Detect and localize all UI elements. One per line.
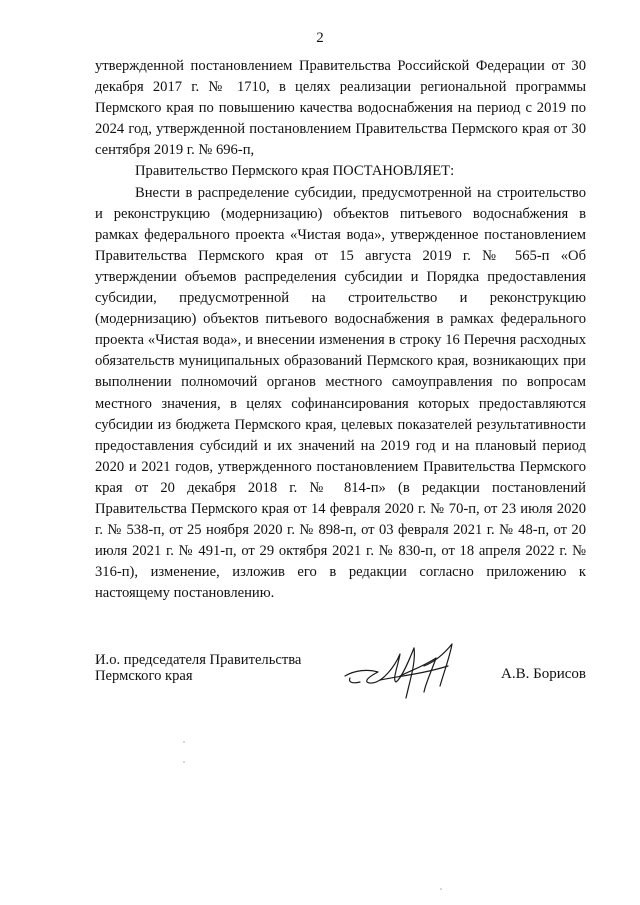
signer-title: И.о. председателя Правительства Пермского края xyxy=(95,652,302,684)
signature-block xyxy=(95,652,586,732)
paragraph-amendment: Внести в распределение субсидии, предусмотренной на строительство и реконструкцию (модернизацию) объектов питьевого водоснабжения в рамках федерального проекта «Чистая вода», утвержденное постановлением Правительства Пермского края от 15 августа 2019 г. № 565-п «Об утверждении объемов распределения субсидии и Порядка предоставления субсидии, предусмотренной на строительство и реконструкцию (модернизацию) объектов питьевого водоснабжения в рамках федерального проекта «Чистая вода», и внесении изменения в строку 16 Перечня расходных обязательств муниципальных образований Пермского края, возникающих при выполнении полномочий органов местного самоуправления по вопросам местного значения, в целях софинансирования которых предоставляются субсидии из бюджета Пермского края, целевых показателей результативности предоставления субсидий и их значений на 2019 год и на плановый период 2020 и 2021 годов, утвержденного постановлением Правительства Пермского края от 20 декабря 2018 г. № 814-п» (в редакции постановлений Правительства Пермского края от 14 февраля 2020 г. № 70-п, от 23 июля 2020 г. № 538-п, от 25 ноября 2020 г. № 898-п, от 03 февраля 2021 г. № 48-п, от 20 июля 2021 г. № 491-п, от 29 октября 2021 г. № 830-п, от 18 апреля 2022 г. № 316-п), изменение, изложив его в редакции согласно приложению к настоящему постановлению. xyxy=(95,184,586,602)
scan-speck xyxy=(183,761,185,763)
document-body xyxy=(95,56,586,604)
paragraph-resolves: Правительство Пермского края ПОСТАНОВЛЯЕТ: xyxy=(135,163,455,180)
page-number: 2 xyxy=(316,30,324,46)
scan-speck xyxy=(183,741,185,743)
signer-name: А.В. Борисов xyxy=(501,666,586,682)
scan-speck xyxy=(440,888,442,890)
paragraph-preamble: утвержденной постановлением Правительства Российской Федерации от 30 декабря 2017 г. № 1710, в целях реализации региональной программы Пермского края по повышению качества водоснабжения на период с 2019 по 2024 год, утвержденной постановлением Правительства Пермского края от 30 сентября 2019 г. № 696-п, xyxy=(95,58,586,159)
handwritten-signature xyxy=(340,636,470,706)
